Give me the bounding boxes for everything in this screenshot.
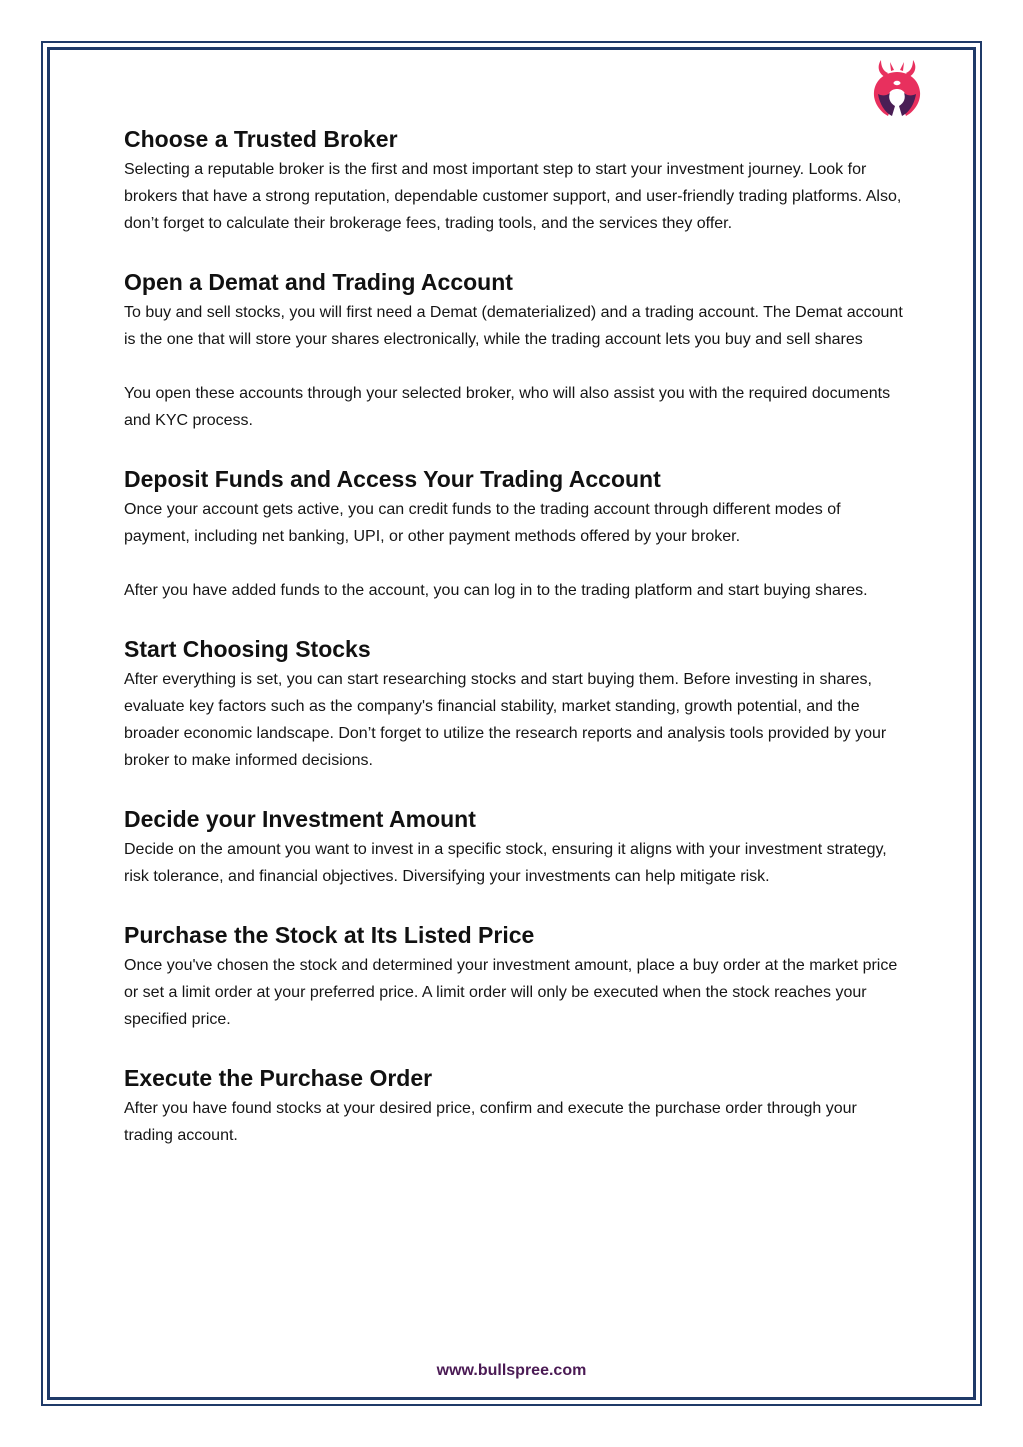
section-heading: Open a Demat and Trading Account [124, 269, 513, 295]
section-heading: Decide your Investment Amount [124, 806, 476, 832]
section-open-account [124, 267, 904, 434]
bull-head-icon [868, 56, 926, 118]
section-purchase-stock [124, 920, 904, 1033]
section-paragraph: You open these accounts through your selected broker, who will also assist you with the required documents and KYC process. [124, 385, 891, 429]
section-heading: Start Choosing Stocks [124, 636, 371, 662]
section-execute-order [124, 1063, 904, 1149]
footer-website-link[interactable]: www.bullspree.com [436, 1362, 587, 1379]
section-heading: Execute the Purchase Order [124, 1065, 433, 1091]
section-deposit-funds [124, 464, 904, 604]
section-paragraph: Selecting a reputable broker is the first and most important step to start your investment journey. Look for brokers that have a strong reputation, dependable customer support, and user-friendly trading platforms. Also, don’t forget to calculate their brokerage fees, trading tools, and the services they offer. [124, 161, 902, 232]
section-choose-broker [124, 124, 904, 237]
section-heading: Deposit Funds and Access Your Trading Account [124, 466, 661, 492]
section-investment-amount [124, 804, 904, 890]
section-choose-stocks [124, 634, 904, 774]
section-paragraph: To buy and sell stocks, you will first need a Demat (dematerialized) and a trading account. The Demat account is the one that will store your shares electronically, while the trading account lets you buy and sell shares [124, 304, 903, 348]
section-paragraph: After you have found stocks at your desired price, confirm and execute the purchase order through your trading account. [124, 1100, 857, 1144]
section-paragraph: Once your account gets active, you can credit funds to the trading account through different modes of payment, including net banking, UPI, or other payment methods offered by your broker. [124, 501, 841, 545]
article-body [124, 124, 904, 1179]
section-heading: Choose a Trusted Broker [124, 126, 398, 152]
section-paragraph: After you have added funds to the account, you can log in to the trading platform and start buying shares. [124, 582, 868, 599]
section-paragraph: Once you've chosen the stock and determined your investment amount, place a buy order at the market price or set a limit order at your preferred price. A limit order will only be executed when the stock reaches your specified price. [124, 957, 898, 1028]
section-heading: Purchase the Stock at Its Listed Price [124, 922, 535, 948]
section-paragraph: Decide on the amount you want to invest in a specific stock, ensuring it aligns with your investment strategy, risk tolerance, and financial objectives. Diversifying your investments can help mitigate risk. [124, 841, 887, 885]
section-paragraph: After everything is set, you can start researching stocks and start buying them. Before investing in shares, evaluate key factors such as the company's financial stability, market standing, growth potential, and the broader economic landscape. Don’t forget to utilize the research reports and analysis tools provided by your broker to make informed decisions. [124, 671, 887, 769]
